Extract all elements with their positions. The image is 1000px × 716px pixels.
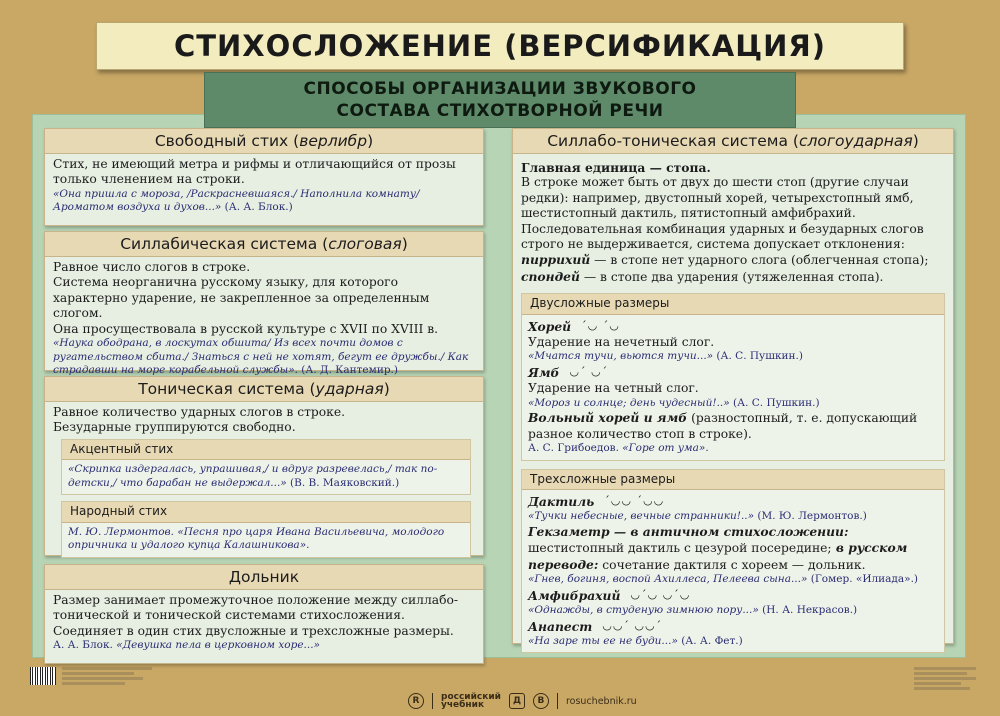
dolnik-heading: Дольник xyxy=(45,565,483,590)
subtitle-line-2: СОСТАВА СТИХОТВОРНОЙ РЕЧИ xyxy=(336,101,664,121)
trochee-name: Хорей ´◡ ´◡ xyxy=(528,318,620,334)
dactyl-quote: «Тучки небесные, вечные странники!..» (М. Ю. Лермонтов.) xyxy=(528,510,867,523)
ventana-logo-icon: В xyxy=(533,693,549,709)
iamb-text: Ударение на четный слог. xyxy=(528,381,699,396)
subtitle-banner xyxy=(204,72,796,128)
publisher-r-logo-icon: R xyxy=(408,693,424,709)
free-metre-text: Вольный хорей и ямб (разностопный, т. е. допускающий разное количество стоп в строке). xyxy=(528,410,918,441)
free-metre-quote: А. С. Грибоедов. «Горе от ума». xyxy=(528,442,709,455)
syllabo-tonic-text-2: Последовательная комбинация ударных и безударных слогов строго не выдерживается, система допускает отклонения: xyxy=(521,221,924,252)
accent-verse-quote: «Скрипка издергалась, упрашивая,/ и вдруг разревелась,/ так по-детски,/ что барабан не выдержал...» (В. В. Маяковский.) xyxy=(68,463,438,489)
publisher-logos xyxy=(408,690,637,712)
tonic-heading: Тоническая система (ударная) xyxy=(45,377,483,402)
folk-verse-text: М. Ю. Лермонтов. «Песня про царя Ивана Васильевича, молодого опричника и удалого купца Калашникова». xyxy=(68,525,445,552)
amphibrach-quote: «Однажды, в студеную зимнюю пору...» (Н. А. Некрасов.) xyxy=(528,604,858,617)
site-link[interactable]: rosuchebnik.ru xyxy=(565,695,637,707)
imprint-right xyxy=(914,667,976,690)
anapaest-name: Анапест ◡◡´ ◡◡´ xyxy=(528,618,663,634)
amphibrach-name: Амфибрахий ◡´◡ ◡´◡ xyxy=(528,587,691,603)
trochee-quote: «Мчатся тучи, вьются тучи...» (А. С. Пушкин.) xyxy=(528,350,803,363)
tonic-line-2: Безударные группируются свободно. xyxy=(53,420,296,435)
subtitle-line-1: СПОСОБЫ ОРГАНИЗАЦИИ ЗВУКОВОГО xyxy=(303,79,697,99)
free-verse-section xyxy=(44,128,484,226)
logo-divider-2 xyxy=(557,693,558,709)
syllabo-tonic-lead: Главная единица — стопа. xyxy=(521,160,711,175)
dolnik-text: Размер занимает промежуточное положение между силлабо-тонической и тонической системами стихосложения. Соединяет в один стих двусложные и трехсложные размеры. xyxy=(53,593,459,638)
publisher-brand: российский учебник xyxy=(441,692,501,710)
accent-verse-box xyxy=(61,439,471,495)
imprint-fine-print xyxy=(62,667,152,685)
hexameter-text: Гекзаметр — в античном стихосложении: шестистопный дактиль с цезурой посередине; в русском переводе: сочетание дактиля с хореем — дольник. xyxy=(528,523,908,572)
trochee-scheme-icon: ´◡ ´◡ xyxy=(581,318,620,332)
barcode-icon xyxy=(30,667,56,685)
syllabic-line-3: Она просуществовала в русской культуре с XVII по XVIII в. xyxy=(53,321,439,336)
disyllabic-box xyxy=(521,293,945,460)
dolnik-quote: А. А. Блок. «Девушка пела в церковном хоре...» xyxy=(53,639,320,652)
amphibrach-scheme-icon: ◡´◡ ◡´◡ xyxy=(630,587,691,601)
hexameter-quote: «Гнев, богиня, воспой Ахиллеса, Пелеева сына...» (Гомер. «Илиада».) xyxy=(528,573,918,586)
dactyl-name: Дактиль ´◡◡ ´◡◡ xyxy=(528,494,665,509)
iamb-scheme-icon: ◡´ ◡´ xyxy=(569,364,609,378)
syllabic-quote: «Наука ободрана, в лоскутах обшита/ Из всех почти домов с ругательством сбита./ Знаться с ней не хотят, бегут ее дружбы./ Как страдавши на море корабельной службы». (А. Д. Кантемир.) xyxy=(53,337,469,377)
folk-verse-heading: Народный стих xyxy=(62,502,470,522)
pyrrhic-line: пиррихий — в стопе нет ударного слога (облегченная стопа); xyxy=(521,252,929,268)
tonic-section xyxy=(44,376,484,556)
free-verse-text: Стих, не имеющий метра и рифмы и отличающийся от прозы только членением на строки. xyxy=(53,157,456,187)
tonic-line-1: Равное количество ударных слогов в строке. xyxy=(53,405,346,419)
syllabic-line-1: Равное число слогов в строке. xyxy=(53,260,251,274)
iamb-name: Ямб ◡´ ◡´ xyxy=(528,364,609,380)
syllabic-line-2: Система неорганична русскому языку, для которого характерно ударение, не закрепленное за определенным слогом. xyxy=(53,275,430,321)
accent-verse-heading: Акцентный стих xyxy=(62,440,470,460)
syllabic-section xyxy=(44,231,484,377)
logo-divider xyxy=(432,693,433,709)
imprint-left xyxy=(30,667,160,691)
drofa-logo-icon: Д xyxy=(509,693,525,709)
free-verse-heading: Свободный стих (верлибр) xyxy=(45,129,483,154)
free-verse-quote: «Она пришла с мороза, /Раскрасневшаяся./ Наполнила комнату/ Ароматом воздуха и духов...» (А. А. Блок.) xyxy=(53,187,420,214)
trisyllabic-box xyxy=(521,469,945,654)
disyllabic-heading: Двусложные размеры xyxy=(522,294,944,314)
iamb-quote: «Мороз и солнце; день чудесный!..» (А. С. Пушкин.) xyxy=(528,396,820,409)
syllabic-heading: Силлабическая система (слоговая) xyxy=(45,232,483,257)
syllabo-tonic-heading: Силлабо-тоническая система (слогоударная) xyxy=(513,129,953,154)
anapaest-scheme-icon: ◡◡´ ◡◡´ xyxy=(602,618,663,632)
spondee-line: спондей — в стопе два ударения (утяжеленная стопа). xyxy=(521,268,884,284)
folk-verse-box xyxy=(61,501,471,557)
trochee-text: Ударение на нечетный слог. xyxy=(528,335,715,350)
syllabo-tonic-text-1: В строке может быть от двух до шести стоп (другие случаи редки): например, двустопный хорей, четырехстопный ямб, шестистопный дактиль, пятистопный амфибрахий. xyxy=(521,175,914,221)
page-title: СТИХОСЛОЖЕНИЕ (ВЕРСИФИКАЦИЯ) xyxy=(96,22,904,70)
syllabo-tonic-section xyxy=(512,128,954,647)
anapaest-quote: «На заре ты ее не буди...» (А. А. Фет.) xyxy=(528,634,743,647)
dolnik-section xyxy=(44,564,484,664)
trisyllabic-heading: Трехсложные размеры xyxy=(522,470,944,490)
dactyl-scheme-icon: ´◡◡ ´◡◡ xyxy=(604,494,665,507)
